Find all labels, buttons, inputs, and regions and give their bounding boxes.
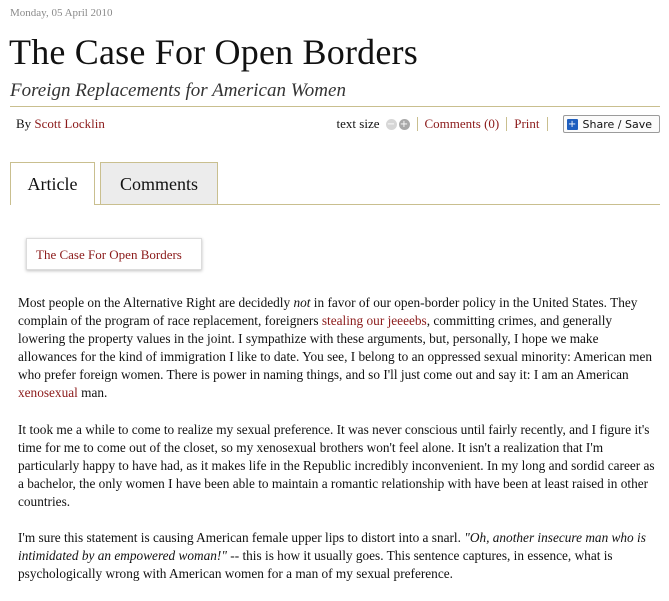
text-run: -- this is how it usually goes. This sentence captures, in essence, what is psychologically wrong with American women for a man of my sexual preference.: [18, 548, 613, 582]
article-body: [18, 294, 658, 601]
share-save-button[interactable]: [563, 115, 660, 133]
byline-prefix: By: [16, 116, 32, 131]
comments-link[interactable]: Comments (0): [424, 116, 500, 131]
byline-toolbar: [10, 114, 660, 134]
author-link[interactable]: Scott Locklin: [34, 116, 105, 131]
inline-link[interactable]: xenosexual: [18, 385, 78, 401]
text-size-increase-icon[interactable]: +: [399, 118, 409, 130]
header-divider: [10, 106, 660, 107]
page-title: The Case For Open Borders: [9, 32, 418, 72]
article-date: Monday, 05 April 2010: [10, 7, 113, 19]
paragraph: [18, 529, 658, 583]
text-run: , committing crimes, and generally lowering the property values in the joint. I sympathize with these arguments, but, personally, I hope we make allowances for the kind of immigration I like to date. You see, I belong to an oppressed sexual minority: American men who prefer foreign women. There is power in naming things, and so I'll just come out and say it: I am an American: [18, 313, 653, 383]
tab-article[interactable]: Article: [10, 162, 95, 205]
inline-link[interactable]: stealing our jeeeebs: [321, 313, 427, 329]
tab-comments[interactable]: Comments: [100, 162, 218, 204]
byline: [16, 116, 105, 132]
page-subtitle: Foreign Replacements for American Women: [10, 80, 346, 101]
text-size-decrease-icon[interactable]: −: [386, 118, 396, 130]
text-run: in favor of our open-border policy in the United States. They complain of the program of race replacement, foreigners: [18, 295, 638, 329]
article-tools: [337, 114, 660, 134]
article-toc-box: [26, 238, 202, 270]
toolbar-separator: [417, 117, 418, 131]
toc-link[interactable]: The Case For Open Borders: [36, 247, 182, 262]
print-link[interactable]: Print: [514, 116, 540, 131]
tabs-divider: [10, 204, 660, 205]
text-size-label: text size: [336, 116, 380, 131]
quote: "Oh, another insecure man who is intimidated by an empowered woman!": [18, 530, 646, 564]
text-run: man.: [77, 385, 108, 401]
share-plus-icon: +: [567, 118, 577, 130]
paragraph: [18, 294, 658, 403]
text-run: Most people on the Alternative Right are decidedly: [18, 295, 294, 310]
paragraph: It took me a while to come to realize my sexual preference. It was never conscious until fairly recently, and I figure it's time for me to come out of the closet, so my xenosexual brothers won't feel alone. It isn't a realization that I'm particularly happy to have had, as it makes life in the Republic incredibly inconvenient. In my long and sordid career as a bachelor, the only women I have been able to maintain a romantic relationship with have been at least raised in other countries.: [18, 421, 655, 509]
toolbar-separator: [547, 117, 548, 131]
toolbar-separator: [506, 117, 507, 131]
text-run: I'm sure this statement is causing American female upper lips to distort into a snarl.: [18, 530, 465, 546]
emphasis: not: [293, 295, 311, 310]
share-label: Share / Save: [582, 117, 652, 131]
